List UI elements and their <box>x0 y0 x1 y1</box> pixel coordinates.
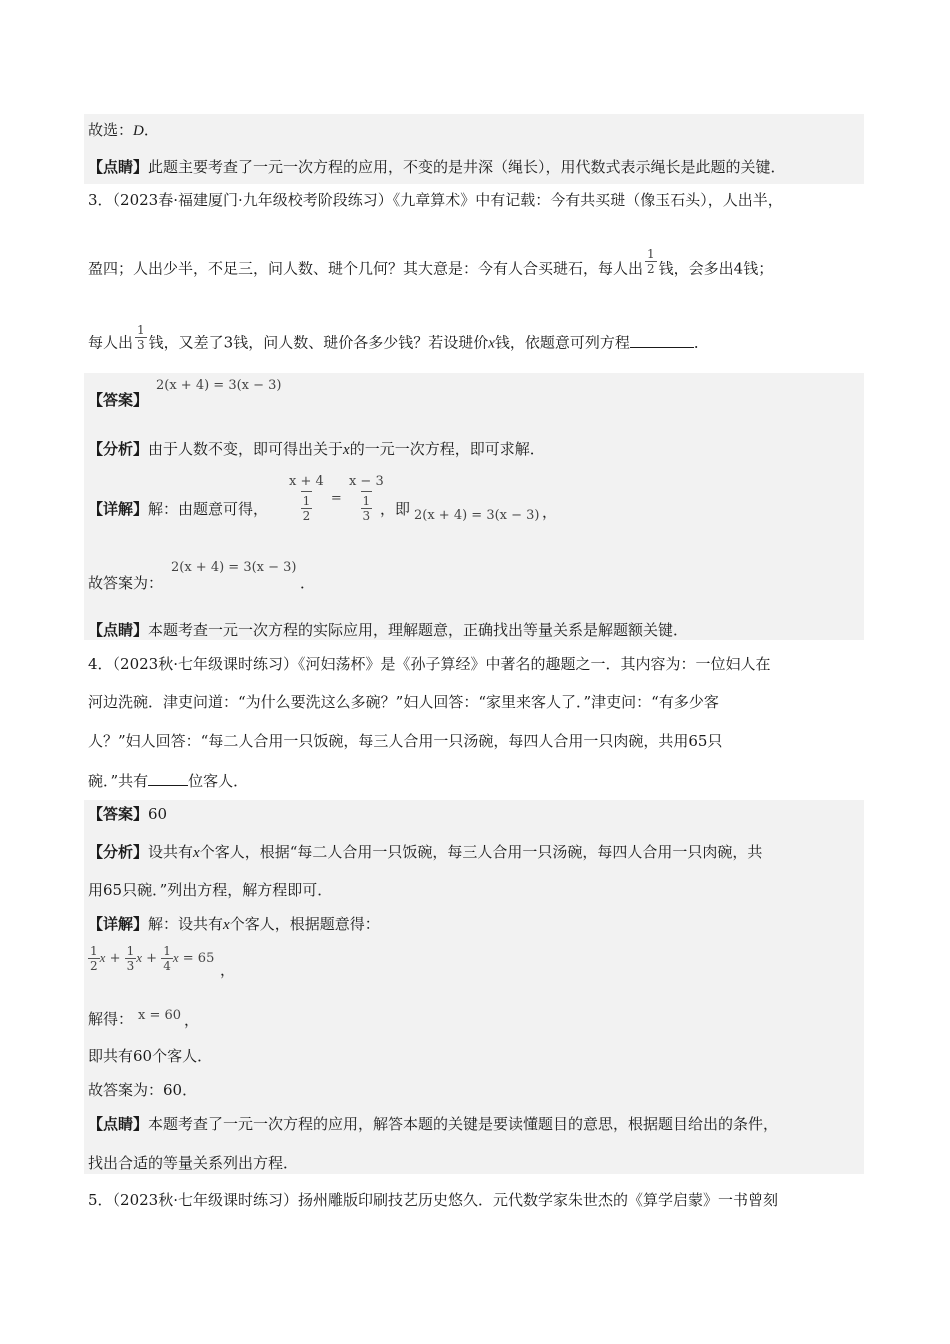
fraction-one-half: $\frac{1}{2}$ <box>647 247 655 276</box>
q2-comment: 【点睛】此题主要考查了一元一次方程的应用，不变的是井深（绳长），用代数式表示绳长是此题的关键． <box>88 158 786 176</box>
q3-question-line3: 每人出 $\frac{1}{3}$ 钱，又差了3钱，问人数、琎价各多少钱？若设琎价x钱，依题意可列方程 ． <box>88 323 709 352</box>
q4-answer: 【答案】60 <box>88 805 168 823</box>
q4-final-answer: 故答案为：60． <box>88 1081 198 1099</box>
answer-blank[interactable] <box>148 770 188 786</box>
q3-final-answer: 故答案为： <box>88 574 164 592</box>
fraction-one-third: $\frac{1}{3}$ <box>137 323 145 352</box>
q3-detail-fraction-equation: x + 4 1 2 = x − 3 1 3 <box>286 474 387 523</box>
q3-answer-equation: 2(x + 4) = 3(x − 3) <box>156 378 282 393</box>
q3-answer: 【答案】 <box>88 391 149 409</box>
q4-question-line1: 4．（2023秋·七年级课时练习）《河妇荡杯》是《孙子算经》中著名的趣题之一．其内容为：一位妇人在 <box>88 655 771 673</box>
q3-detail-equation: 2(x + 4) = 3(x − 3) <box>414 508 540 523</box>
q3-comment: 【点睛】本题考查一元一次方程的实际应用，理解题意，正确找出等量关系是解题额关键． <box>88 621 689 639</box>
fraction-x-plus-4-over-half: x + 4 1 2 <box>289 474 324 523</box>
q2-choice: 故选：D． <box>88 121 159 139</box>
q3-question-line2: 盈四；人出少半，不足三，问人数、琎个几何？其大意是：今有人合买琎石，每人出 $\frac{1}{2}$ 钱，会多出4钱； <box>88 247 774 278</box>
answer-blank[interactable] <box>630 332 694 348</box>
q3-detail-label: 【详解】解：由题意可得， <box>88 500 269 518</box>
q4-people-count: 即共有60个客人． <box>88 1047 213 1065</box>
q4-equation-end: ， <box>220 961 236 979</box>
q4-comment-line1: 【点睛】本题考查了一元一次方程的应用，解答本题的关键是要读懂题目的意思，根据题目给出的条件， <box>88 1115 779 1133</box>
q4-detail-line1: 【详解】解：设共有x个客人，根据题意得： <box>88 915 380 933</box>
q4-solve: 解得： <box>88 1010 134 1028</box>
q3-question-line1: 3．（2023春·福建厦门·九年级校考阶段练习）《九章算术》中有记载：今有共买琎（像玉石头），人出半， <box>88 191 783 209</box>
q5-question-line1: 5．（2023秋·七年级课时练习）扬州雕版印刷技艺历史悠久．元代数学家朱世杰的《算学启蒙》一书曾刻 <box>88 1191 778 1209</box>
q3-final-equation: 2(x + 4) = 3(x − 3) <box>171 560 297 575</box>
q3-analysis: 【分析】由于人数不变，即可得出关于x的一元一次方程，即可求解． <box>88 440 545 458</box>
q3-detail-comma: ， <box>542 503 558 521</box>
q4-solve-end: ， <box>184 1011 200 1029</box>
q4-analysis-line1: 【分析】设共有x个客人，根据“每二人合用一只饭碗，每三人合用一只汤碗，每四人合用一只肉碗，共 <box>88 843 763 861</box>
q4-question-line2: 河边洗碗．津吏问道：“为什么要洗这么多碗？”妇人回答：“家里来客人了．”津吏问：“有多少客 <box>88 693 719 711</box>
q4-solve-equation: x = 60 <box>138 1008 182 1023</box>
q3-detail-connector: ，即 <box>380 500 411 518</box>
fraction-x-minus-3-over-third: x − 3 1 3 <box>348 474 384 523</box>
q4-question-line4: 碗．”共有 位客人． <box>88 772 249 790</box>
q3-final-end: ． <box>300 574 316 592</box>
q4-equation: $\frac{1}{2}$ x + $\frac{1}{3}$ x + $\frac{1}{4}$ x = 65 <box>90 944 215 973</box>
q4-comment-line2: 找出合适的等量关系列出方程． <box>88 1154 299 1172</box>
q4-analysis-line2: 用65只碗．”列出方程，解方程即可． <box>88 881 333 899</box>
q4-question-line3: 人？”妇人回答：“每二人合用一只饭碗，每三人合用一只汤碗，每四人合用一只肉碗，共用65只 <box>88 732 723 750</box>
